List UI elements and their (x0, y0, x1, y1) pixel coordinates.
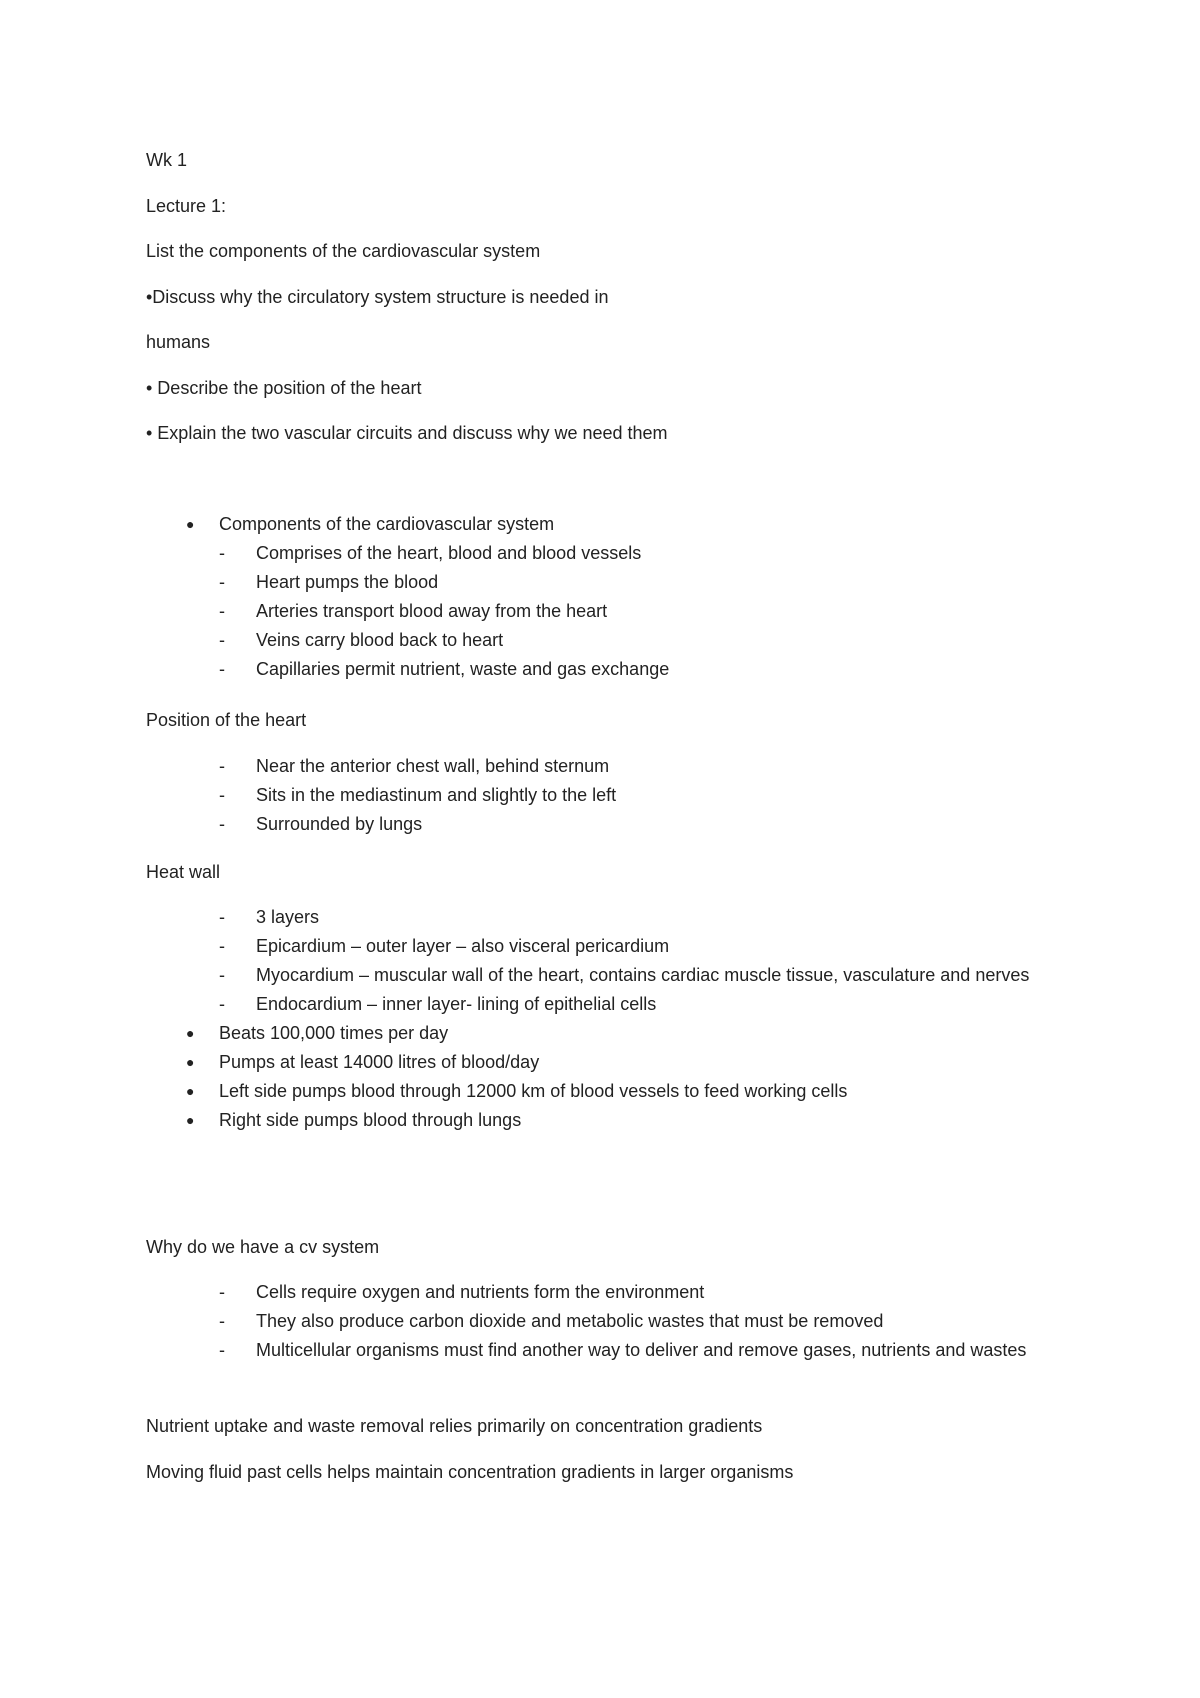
list-item-text: They also produce carbon dioxide and metabolic wastes that must be removed (256, 1311, 884, 1331)
list-item (0, 539, 669, 568)
dash-marker: - (219, 936, 225, 956)
dash-marker: - (219, 601, 225, 621)
list-item-text: Sits in the mediastinum and slightly to the left (256, 785, 617, 805)
objective-2-continued: humans (146, 332, 211, 352)
bullet-marker: ● (186, 516, 195, 532)
bullet-marker: ● (186, 1025, 195, 1041)
bullet-marker: ● (186, 1054, 195, 1070)
dash-marker: - (219, 1282, 225, 1302)
bullet-marker: ● (186, 1112, 195, 1128)
dash-marker: - (219, 1340, 225, 1360)
list-item-text: Near the anterior chest wall, behind sternum (256, 756, 610, 776)
list-item (0, 1019, 1056, 1048)
list-item-text: Capillaries permit nutrient, waste and gas exchange (256, 659, 670, 679)
list-item (0, 1048, 1056, 1077)
objective-1: List the components of the cardiovascular system (146, 241, 541, 261)
list-item (0, 990, 1056, 1019)
dash-marker: - (219, 814, 225, 834)
dash-marker: - (219, 965, 225, 985)
components-list (0, 510, 669, 684)
dash-marker: - (219, 994, 225, 1014)
list-item-text: Epicardium – outer layer – also visceral pericardium (256, 936, 670, 956)
list-item (0, 655, 669, 684)
dash-marker: - (219, 1311, 225, 1331)
position-list (0, 752, 616, 839)
list-item (0, 1106, 1056, 1135)
list-item-text: Veins carry blood back to heart (256, 630, 504, 650)
list-item (0, 1336, 1056, 1365)
components-title: Components of the cardiovascular system (219, 514, 555, 534)
list-item (0, 1278, 1056, 1307)
bullet-marker: ● (186, 1083, 195, 1099)
list-item (0, 568, 669, 597)
list-item (0, 903, 1056, 932)
objective-2: •Discuss why the circulatory system structure is needed in (146, 287, 609, 307)
list-item-text: Left side pumps blood through 12000 km of blood vessels to feed working cells (219, 1081, 848, 1101)
dash-marker: - (219, 572, 225, 592)
heart-wall-heading: Heat wall (146, 862, 221, 882)
list-item (0, 752, 616, 781)
week-label: Wk 1 (146, 150, 188, 170)
dash-marker: - (219, 543, 225, 563)
list-item (0, 781, 616, 810)
list-item-text: Comprises of the heart, blood and blood vessels (256, 543, 642, 563)
list-item-text: Multicellular organisms must find another way to deliver and remove gases, nutrients and wastes (256, 1340, 1027, 1360)
dash-marker: - (219, 907, 225, 927)
list-item-text: Right side pumps blood through lungs (219, 1110, 522, 1130)
list-item-text: Cells require oxygen and nutrients form the environment (256, 1282, 705, 1302)
components-heading (0, 510, 669, 539)
objective-4: • Explain the two vascular circuits and discuss why we need them (146, 423, 668, 443)
dash-marker: - (219, 756, 225, 776)
list-item (0, 810, 616, 839)
objective-3: • Describe the position of the heart (146, 378, 422, 398)
heart-wall-list (0, 903, 1056, 1135)
closing-line-1: Nutrient uptake and waste removal relies primarily on concentration gradients (146, 1416, 763, 1436)
list-item (0, 626, 669, 655)
list-item (0, 1077, 1056, 1106)
closing-line-2: Moving fluid past cells helps maintain concentration gradients in larger organisms (146, 1462, 794, 1482)
list-item-text: Surrounded by lungs (256, 814, 423, 834)
list-item-text: Endocardium – inner layer- lining of epithelial cells (256, 994, 657, 1014)
why-cv-heading: Why do we have a cv system (146, 1237, 380, 1257)
list-item-text: Arteries transport blood away from the heart (256, 601, 608, 621)
list-item (0, 932, 1056, 961)
list-item (0, 1307, 1056, 1336)
position-heading: Position of the heart (146, 710, 307, 730)
list-item-text: Myocardium – muscular wall of the heart, contains cardiac muscle tissue, vasculature and nerves (256, 965, 1030, 985)
list-item-text: Beats 100,000 times per day (219, 1023, 449, 1043)
dash-marker: - (219, 630, 225, 650)
why-cv-list (0, 1278, 1056, 1365)
list-item (0, 597, 669, 626)
list-item (0, 961, 1056, 990)
list-item-text: 3 layers (256, 907, 320, 927)
dash-marker: - (219, 659, 225, 679)
lecture-label: Lecture 1: (146, 196, 227, 216)
dash-marker: - (219, 785, 225, 805)
list-item-text: Heart pumps the blood (256, 572, 439, 592)
list-item-text: Pumps at least 14000 litres of blood/day (219, 1052, 540, 1072)
